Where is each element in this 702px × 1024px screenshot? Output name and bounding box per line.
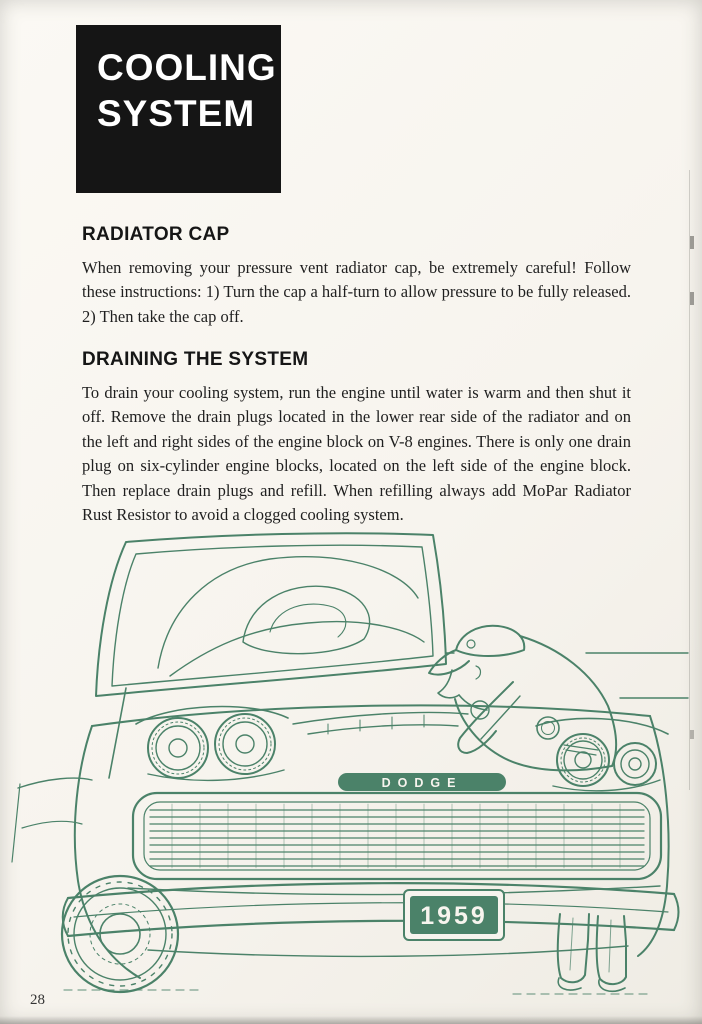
scan-mark — [690, 236, 694, 249]
front-bumper — [63, 883, 679, 936]
lower-pan — [148, 946, 628, 956]
car-illustration — [8, 526, 692, 1000]
back — [520, 636, 616, 766]
collar — [459, 695, 487, 710]
section-heading-radiator-cap: RADIATOR CAP — [82, 224, 230, 245]
grille-slats — [150, 810, 644, 866]
front-lip — [92, 705, 650, 726]
cap-badge — [467, 640, 475, 648]
ear — [476, 666, 481, 679]
scan-shadow — [0, 1016, 702, 1024]
headlights-left — [148, 714, 284, 780]
service-cap — [456, 626, 524, 656]
section-heading-draining: DRAINING THE SYSTEM — [82, 349, 309, 370]
dodge-badge-text: DODGE — [381, 776, 463, 790]
title-line-1: COOLING — [97, 47, 277, 88]
scan-mark — [690, 292, 694, 305]
hood-prop-rod — [109, 688, 126, 778]
arm-inner — [481, 696, 520, 739]
sleeve-emblem-inner — [542, 722, 555, 735]
sleeve-emblem — [537, 717, 559, 739]
left-fender — [12, 726, 140, 978]
grille — [133, 793, 661, 879]
scan-crease — [689, 170, 690, 790]
dodge-service-drawing — [8, 526, 692, 1000]
title-line-2: SYSTEM — [97, 92, 256, 134]
section-body-draining: To drain your cooling system, run the engine until water is warm and then shut it off. Remove the drain plugs located in the lower rear side of the radiator and on the left and right sides of the engine block on V-8 engines. There is only one drain plug on six-cylinder engine blocks, located on the left side of the engine block. Then replace drain plugs and refill. When refilling always add MoPar Radiator Rust Resistor to avoid a clogged cooling system. — [82, 383, 631, 525]
title-block — [76, 25, 281, 193]
scan-mark — [690, 730, 694, 739]
section-body-radiator-cap: When removing your pressure vent radiator cap, be extremely careful! Follow these instructions: 1) Turn the cap a half-turn to allow pressure to be fully released. 2) Then take the cap off. — [82, 258, 631, 326]
license-plate-text: 1959 — [420, 902, 488, 930]
page-number: 28 — [30, 992, 45, 1008]
license-plate — [404, 890, 504, 940]
dodge-badge — [338, 773, 506, 791]
headlights-right — [553, 734, 660, 791]
ground-shadow — [64, 990, 648, 994]
